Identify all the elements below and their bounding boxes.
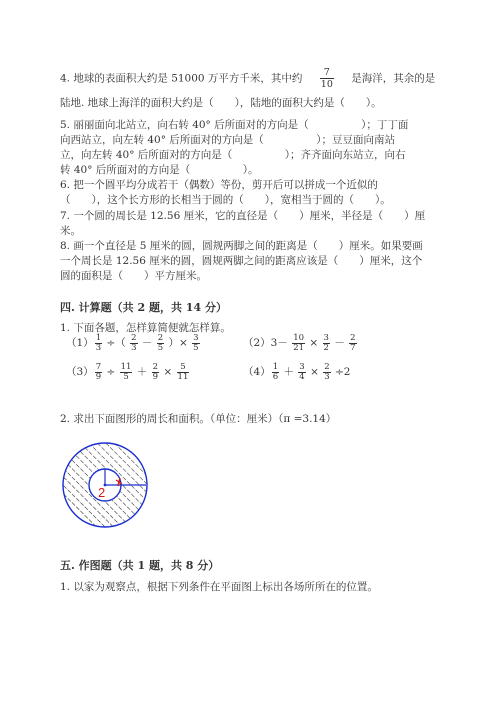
expr-1: （1） $\frac{1}{3}$ ÷（ $\frac{2}{3}$ － $\frac{2}{5}$ ）× $\frac{3}{5}$ bbox=[66, 332, 199, 353]
q8-line1: 8. 画一个直径是 5 厘米的圆，圆规两脚之间的距离是（ ）厘米。如果要画 bbox=[60, 240, 423, 252]
fraction: $\frac{1}{6}$ bbox=[272, 361, 279, 382]
fraction: $\frac{2}{9}$ bbox=[152, 361, 159, 382]
q7-line2: 米。 bbox=[60, 225, 81, 237]
fraction: $\frac{2}{3}$ bbox=[131, 332, 137, 353]
section4-title: 四. 计算题（共 2 题，共 14 分） bbox=[60, 301, 227, 314]
fraction: $\frac{1}{3}$ bbox=[95, 332, 102, 353]
fraction: $\frac{2}{5}$ bbox=[157, 332, 164, 353]
q8-line2: 一个周长是 12.56 厘米的圆，圆规两脚之间的距离应该是（ ）厘米，这个 bbox=[60, 255, 423, 267]
q5-line4: 转 40° 后所面对的方向是（ ）。 bbox=[60, 164, 259, 176]
q8-line3: 圆的面积是（ ）平方厘米。 bbox=[60, 270, 207, 282]
section4-q1: 1. 下面各题，怎样算简便就怎样算。 bbox=[60, 322, 231, 334]
fraction: $\frac{5}{11}$ bbox=[177, 361, 189, 382]
section5-q1: 1. 以家为观察点，根据下列条件在平面图上标出各场所所在的位置。 bbox=[60, 581, 378, 593]
fraction: $\frac{2}{7}$ bbox=[350, 332, 356, 353]
fraction: $\frac{3}{5}$ bbox=[193, 332, 199, 353]
fraction: $\frac{10}{21}$ bbox=[293, 332, 305, 353]
q6-line2: （ ），这个长方形的长相当于圆的（ ），宽相当于圆的（ ）。 bbox=[60, 194, 391, 206]
q6-line1: 6. 把一个圆平均分成若干（偶数）等份，剪开后可以拼成一个近似的 bbox=[60, 179, 378, 191]
section5-title: 五. 作图题（共 1 题，共 8 分） bbox=[60, 559, 220, 572]
q5-line1: 5. 丽丽面向北站立，向右转 40° 后所面对的方向是（ ）；丁丁面 bbox=[60, 119, 409, 131]
fraction: $\frac{3}{4}$ bbox=[299, 361, 305, 382]
q4-line1 bbox=[60, 67, 435, 90]
fraction: $\frac{7}{9}$ bbox=[95, 361, 102, 382]
section4-q2: 2. 求出下面图形的周长和面积。（单位：厘米）（π =3.14） bbox=[60, 413, 337, 425]
q4-text-a: 4. 地球的表面积大约是 51000 万平方千米，其中约 bbox=[60, 72, 303, 85]
inner-radius-label: 2 bbox=[98, 485, 106, 500]
expr-4: （4） $\frac{1}{6}$ ＋ $\frac{3}{4}$ × $\frac{2}{3}$ ÷2 bbox=[243, 361, 351, 382]
q4-fraction: $\frac{7}{10}$ bbox=[320, 67, 333, 90]
q4-line2: 陆地. 地球上海洋的面积大约是（ ），陆地的面积大约是（ ）。 bbox=[60, 97, 382, 109]
fraction: $\frac{2}{3}$ bbox=[324, 361, 330, 382]
fraction: $\frac{3}{2}$ bbox=[323, 332, 329, 353]
expr-3: （3） $\frac{7}{9}$ ÷ $\frac{11}{5}$ ＋ $\frac{2}{9}$ × $\frac{5}{11}$ bbox=[66, 361, 189, 382]
annulus-figure bbox=[60, 440, 150, 530]
fraction: $\frac{11}{5}$ bbox=[120, 361, 132, 382]
q4-text-b: 是海洋，其余的是 bbox=[351, 72, 436, 85]
q7-line1: 7. 一个圆的周长是 12.56 厘米，它的直径是（ ）厘米，半径是（ ）厘 bbox=[60, 210, 426, 222]
q5-line2: 向西站立，向左转 40° 后所面对的方向是（ ）；豆豆面向南站 bbox=[60, 134, 396, 146]
expr-2: （2）3－ $\frac{10}{21}$ × $\frac{3}{2}$ － $\frac{2}{7}$ bbox=[243, 332, 356, 353]
q5-line3: 立，向左转 40° 后所面对的方向是（ ）；齐齐面向东站立，向右 bbox=[60, 149, 406, 161]
